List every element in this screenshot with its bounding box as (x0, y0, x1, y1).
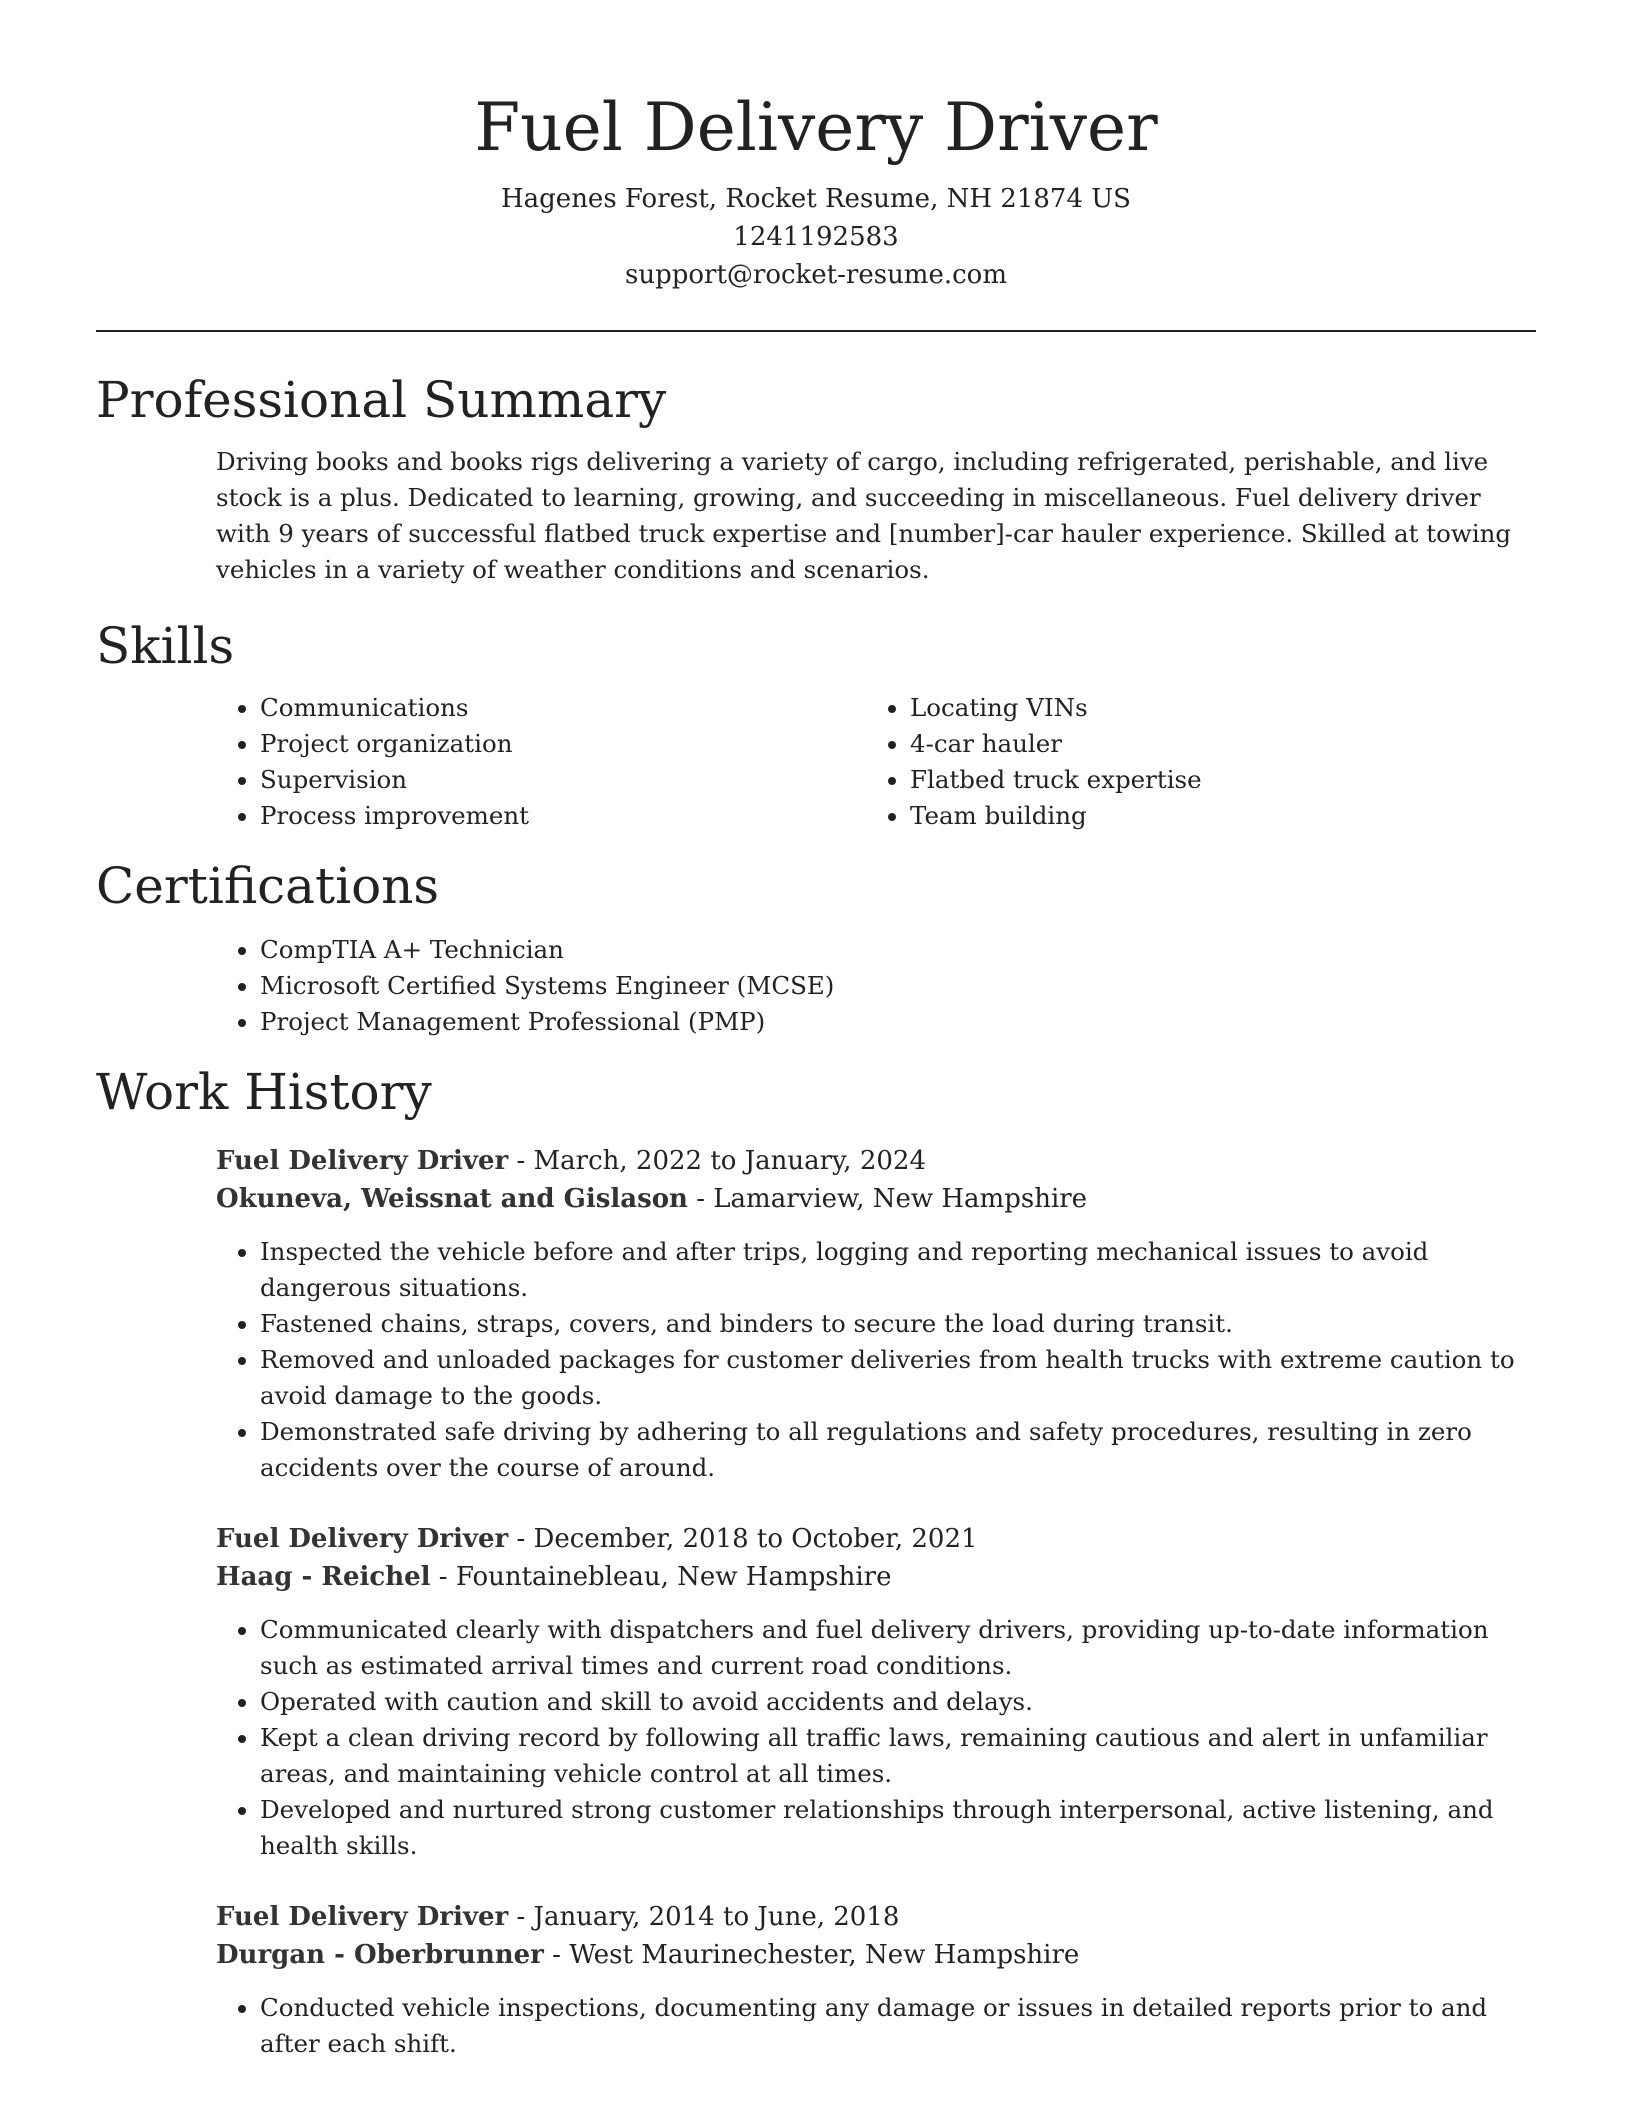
job-location: - Lamarview, New Hampshire (687, 1184, 1088, 1214)
work-history-heading: Work History (96, 1063, 432, 1121)
job-bullet: • Conducted vehicle inspections, documenting any damage or issues in detailed reports prior to and after each shift. (260, 1990, 1536, 2062)
job-location: - Fountainebleau, New Hampshire (430, 1562, 892, 1592)
skill-item: • 4-car hauler (910, 726, 1516, 762)
job-bullet: • Removed and unloaded packages for customer deliveries from health trucks with extreme caution to avoid damage to the goods. (260, 1342, 1536, 1414)
certification-item: • Project Management Professional (PMP) (260, 1004, 1536, 1040)
job-entry (216, 1898, 1536, 2062)
skills-list-right (866, 690, 1516, 834)
job-bullet: • Fastened chains, straps, covers, and binders to secure the load during transit. (260, 1306, 1536, 1342)
certifications-heading: Certifications (96, 857, 440, 915)
contact-address: Hagenes Forest, Rocket Resume, NH 21874 US (500, 184, 1131, 214)
job-bullets (216, 1612, 1536, 1864)
certifications-list (216, 932, 1536, 1040)
job-entry (216, 1520, 1536, 1864)
skills-column-left (216, 690, 866, 834)
job-location: - West Maurinechester, New Hampshire (543, 1940, 1080, 1970)
certification-item: • CompTIA A+ Technician (260, 932, 1536, 968)
job-bullet: • Developed and nurtured strong customer relationships through interpersonal, active listening, and health skills. (260, 1792, 1536, 1864)
skills-column-right (866, 690, 1516, 834)
job-role: Fuel Delivery Driver (216, 1146, 509, 1176)
contact-block (96, 180, 1536, 294)
summary-heading: Professional Summary (96, 371, 667, 429)
job-bullets (216, 1990, 1536, 2062)
job-entry (216, 1142, 1536, 1486)
resume-name: Fuel Delivery Driver (474, 89, 1158, 166)
job-bullet: • Demonstrated safe driving by adhering to all regulations and safety procedures, resulting in zero accidents over the course of around. (260, 1414, 1536, 1486)
job-dates: - January, 2014 to June, 2018 (508, 1902, 900, 1932)
contact-email: support@rocket-resume.com (624, 260, 1007, 290)
job-bullet-list (216, 1990, 1536, 2062)
job-title-line (216, 1520, 1536, 1558)
skill-item: • Locating VINs (910, 690, 1516, 726)
certifications-block (216, 932, 1536, 1040)
skills-heading: Skills (96, 617, 235, 675)
job-bullet: • Inspected the vehicle before and after trips, logging and reporting mechanical issues to avoid dangerous situations. (260, 1234, 1536, 1306)
resume-header (96, 0, 1536, 294)
job-company-line (216, 1180, 1536, 1218)
job-title-line (216, 1142, 1536, 1180)
job-company: Haag - Reichel (216, 1562, 431, 1592)
summary-text: Driving books and books rigs delivering a variety of cargo, including refrigerated, perishable, and live stock is a plus. Dedicated to learning, growing, and succeeding in miscellaneous. Fuel delivery driver with 9 years of successful flatbed truck expertise and [number]-car hauler experience. Skilled at towing vehicles in a variety of weather conditions and scenarios. (216, 447, 1512, 584)
contact-phone: 1241192583 (733, 222, 899, 252)
header-divider (96, 330, 1536, 332)
skill-item: • Team building (910, 798, 1516, 834)
job-company-line (216, 1936, 1536, 1974)
job-bullet-list (216, 1612, 1536, 1864)
job-bullet: • Operated with caution and skill to avoid accidents and delays. (260, 1684, 1536, 1720)
job-dates: - March, 2022 to January, 2024 (508, 1146, 926, 1176)
job-role: Fuel Delivery Driver (216, 1902, 509, 1932)
job-dates: - December, 2018 to October, 2021 (508, 1524, 978, 1554)
skill-item: • Communications (260, 690, 866, 726)
job-bullets (216, 1234, 1536, 1486)
skill-item: • Flatbed truck expertise (910, 762, 1516, 798)
skills-grid (216, 690, 1536, 834)
skill-item: • Project organization (260, 726, 866, 762)
job-role: Fuel Delivery Driver (216, 1524, 509, 1554)
skills-list-left (216, 690, 866, 834)
job-bullet: • Communicated clearly with dispatchers and fuel delivery drivers, providing up-to-date information such as estimated arrival times and current road conditions. (260, 1612, 1536, 1684)
job-bullet: • Kept a clean driving record by following all traffic laws, remaining cautious and alert in unfamiliar areas, and maintaining vehicle control at all times. (260, 1720, 1536, 1792)
job-company-line (216, 1558, 1536, 1596)
skill-item: • Process improvement (260, 798, 866, 834)
job-company: Okuneva, Weissnat and Gislason (216, 1184, 688, 1214)
job-bullet-list (216, 1234, 1536, 1486)
job-company: Durgan - Oberbrunner (216, 1940, 544, 1970)
job-title-line (216, 1898, 1536, 1936)
certification-item: • Microsoft Certified Systems Engineer (MCSE) (260, 968, 1536, 1004)
skill-item: • Supervision (260, 762, 866, 798)
